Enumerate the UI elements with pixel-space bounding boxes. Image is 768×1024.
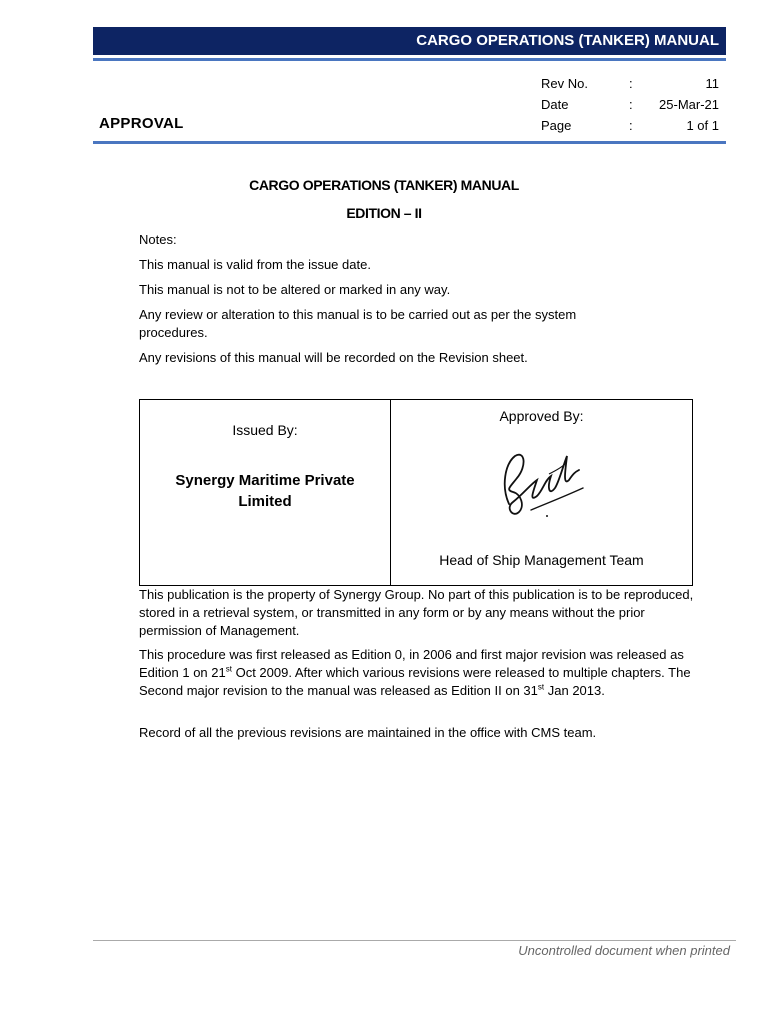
header-rule bbox=[93, 58, 726, 61]
meta-label: Page bbox=[541, 118, 572, 133]
issued-by-label: Issued By: bbox=[232, 422, 298, 438]
record-note: Record of all the previous revisions are maintained in the office with CMS team. bbox=[139, 725, 597, 740]
approval-table bbox=[139, 399, 693, 586]
ordinal-suffix: st bbox=[225, 664, 232, 674]
meta-separator: : bbox=[629, 97, 633, 112]
ordinal-suffix: st bbox=[537, 682, 545, 692]
history-paragraph bbox=[139, 646, 694, 700]
issuer-name bbox=[140, 470, 390, 512]
notes-heading: Notes: bbox=[139, 232, 177, 247]
header-banner bbox=[93, 27, 726, 55]
footer-rule bbox=[93, 940, 736, 941]
meta-separator: : bbox=[629, 76, 633, 91]
revision-meta bbox=[541, 73, 721, 136]
section-heading: APPROVAL bbox=[99, 115, 184, 132]
meta-value: 11 bbox=[705, 76, 719, 91]
approver-role: Head of Ship Management Team bbox=[439, 552, 644, 568]
footer-note: Uncontrolled document when printed bbox=[518, 943, 730, 958]
meta-row-rev bbox=[541, 73, 721, 94]
meta-label: Date bbox=[541, 97, 569, 112]
history-text: Oct 2009. After which various revisions were released to multiple chapters. The Second major revision to the manual was released as Edition II on 31 bbox=[139, 665, 691, 698]
meta-label: Rev No. bbox=[541, 76, 588, 91]
signature-icon bbox=[491, 446, 591, 521]
note-item: This manual is not to be altered or marked in any way. bbox=[139, 282, 451, 297]
banner-title: CARGO OPERATIONS (TANKER) MANUAL bbox=[416, 32, 719, 49]
history-text: Jan 2013. bbox=[544, 683, 605, 698]
note-item: Any review or alteration to this manual is to be carried out as per the system procedures. bbox=[139, 307, 577, 340]
property-notice: This publication is the property of Synergy Group. No part of this publication is to be reproduced, stored in a retrieval system, or transmitted in any form or by any means without the prior permission of Management. bbox=[139, 587, 694, 638]
issued-by-cell bbox=[140, 400, 391, 585]
meta-value: 25-Mar-21 bbox=[659, 97, 719, 112]
meta-row-date bbox=[541, 94, 721, 115]
meta-separator: : bbox=[629, 118, 633, 133]
note-item: This manual is valid from the issue date. bbox=[139, 257, 371, 272]
history-text: This procedure was first released as Edition 0, in 2006 and first major revision was released as Edition 1 on 21 bbox=[139, 647, 684, 680]
approved-by-cell bbox=[391, 400, 692, 585]
edition-title: EDITION – II bbox=[346, 205, 422, 221]
section-rule bbox=[93, 141, 726, 144]
approved-by-label: Approved By: bbox=[499, 408, 584, 424]
document-title: CARGO OPERATIONS (TANKER) MANUAL bbox=[249, 177, 519, 193]
meta-row-page bbox=[541, 115, 721, 136]
issuer-name-text: Synergy Maritime Private Limited bbox=[175, 472, 355, 510]
meta-value: 1 of 1 bbox=[686, 118, 719, 133]
note-item: Any revisions of this manual will be recorded on the Revision sheet. bbox=[139, 350, 528, 365]
